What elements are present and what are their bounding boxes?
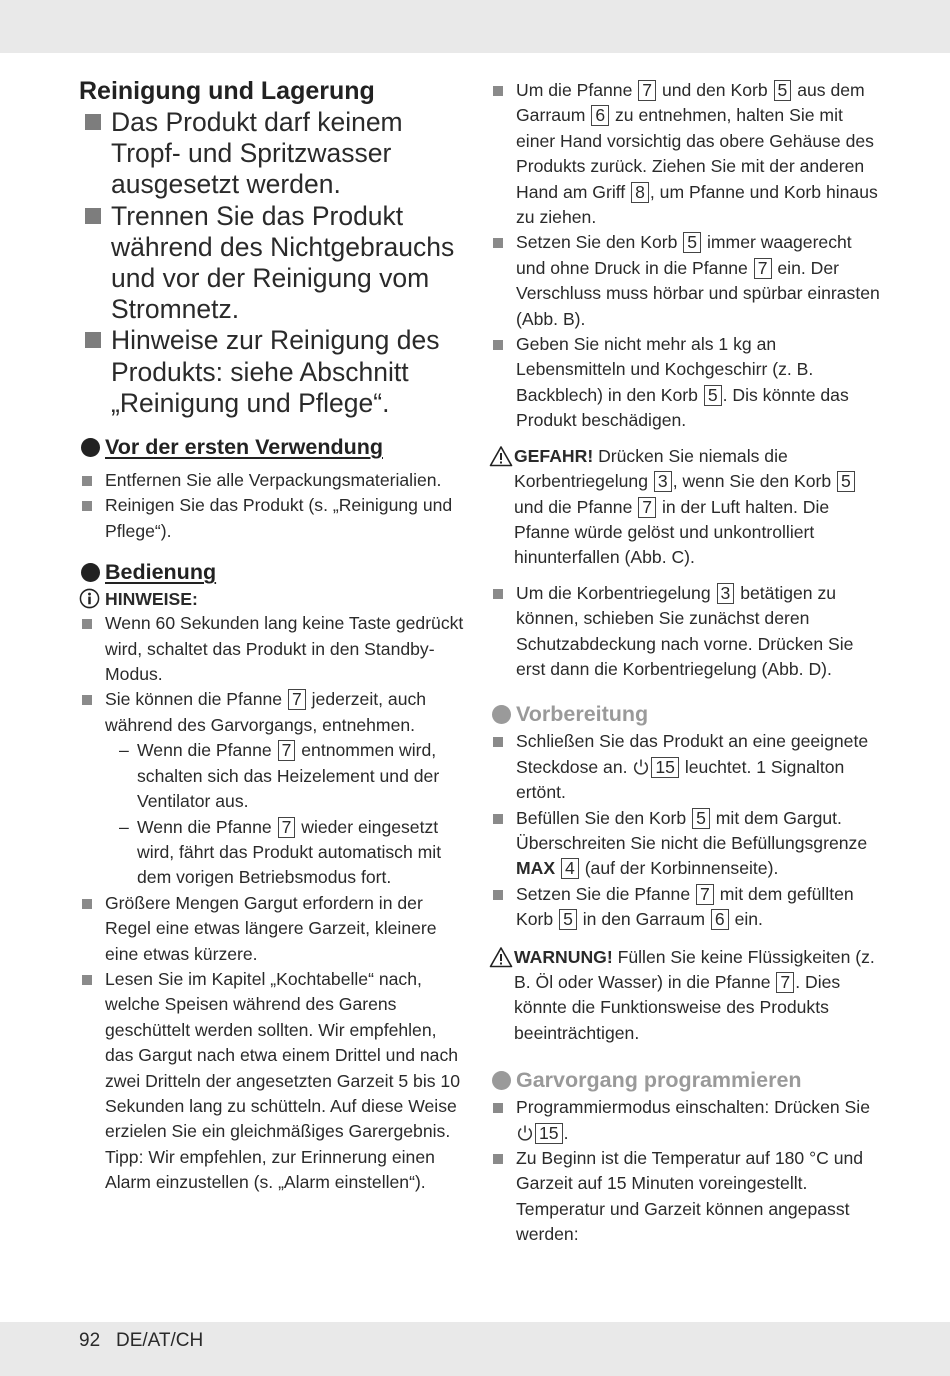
text-span: Hinweise zur Reinigung des Produkts: siehe Abschnitt „Reinigung und Pflege“. [111,325,440,418]
text-span: Füllen Sie keine Flüssigkeiten (z. B. Öl oder Wasser) in die Pfanne [514,946,875,992]
text-span: entnommen wird, schalten sich das Heizelement und der Ventilator aus. [137,740,440,812]
text-span: Schließen Sie das Produkt an eine geeignete Steckdose an. [516,731,869,777]
ref-number: 5 [559,909,577,930]
square-bullet-icon [493,1154,503,1164]
list-item [79,611,464,687]
text-span: Setzen Sie den Korb [516,232,678,253]
section-heading-preparation [490,702,882,727]
warning-triangle-icon [489,946,513,968]
list-item [79,891,464,967]
text-span: Programmiermodus einschalten: Drücken Sie [516,1097,870,1118]
bullet-dot-icon [81,563,100,582]
bullet-dot-icon [81,438,100,457]
text-span: Geben Sie nicht mehr als 1 kg an Lebensmitteln und Kochgeschirr (z. B. Backblech) in den Korb [516,334,814,405]
text-span: Zu Beginn ist die Temperatur auf 180 °C und Garzeit auf 15 Minuten voreingestellt. Temperatur und Garzeit können angepasst werden: [516,1148,864,1245]
ref-number: 7 [278,740,296,761]
square-bullet-icon [82,501,92,511]
square-bullet-icon [493,340,503,350]
text-span: Vor der ersten Verwendung [105,435,383,460]
page-region: DE/AT/CH [115,1330,204,1351]
list-item [79,325,464,419]
text-span: . Dies könnte die Funktionsweise des Produkts beeinträchtigen. [514,972,841,1043]
warning-triangle-icon [489,445,513,467]
header-bar [0,0,950,53]
ref-number: 7 [288,689,306,710]
sub-list-item: – Wenn die Pfanne 7 wieder eingesetzt wird, fährt das Produkt automatisch mit dem vorigen Betriebsmodus fort. [119,816,442,888]
warning-label: WARNUNG! [514,946,613,967]
text-span: , wenn Sie den Korb [672,471,832,492]
danger-notice [490,444,882,571]
text-span: ein. Der Verschluss muss hörbar und spürbar einrasten (Abb. B). [516,257,880,329]
list-item [79,493,464,544]
list-item [79,201,464,326]
sub-list-item: – Wenn die Pfanne 7 entnommen wird, schalten sich das Heizelement und der Ventilator aus. [119,740,440,812]
text-span: in den Garraum [582,909,705,930]
ref-number: 7 [696,884,714,905]
list-item [79,687,464,738]
square-bullet-icon [493,238,503,248]
notes-heading [79,587,464,611]
text-span: Befüllen Sie den Korb [516,807,687,828]
list-item [490,1095,882,1146]
ref-number: 3 [654,471,672,492]
ref-number: 5 [683,232,701,253]
text-span: in der Luft halten. Die Pfanne würde gelöst und unkontrolliert hinunterfallen (Abb. C). [514,496,830,568]
text-span: Um die Korbentriegelung [516,582,711,603]
text-span: Garvorgang programmieren [516,1068,802,1093]
ref-number: 7 [776,972,794,993]
ref-number: 5 [704,385,722,406]
max-label: MAX [516,858,556,879]
text-span: und die Pfanne [514,496,633,517]
text-span: betätigen zu können, schieben Sie zunächst deren Schutzabdeckung nach vorne. Drücken Sie erst dann die Korbentriegelung (Abb. D). [516,582,854,679]
text-span: immer waagerecht und ohne Druck in die Pfanne [516,232,852,278]
ref-number: 8 [631,182,649,203]
list-item [79,107,464,201]
square-bullet-icon [82,619,92,629]
list-item [490,78,882,230]
text-span: leuchtet. 1 Signalton ertönt. [516,756,845,803]
bullet-dot-icon [492,705,511,724]
text-span: ein. [734,909,763,930]
square-bullet-icon [85,114,101,130]
text-span: Drücken Sie niemals die Korbentriegelung [514,445,788,492]
info-icon [79,588,100,609]
cleaning-list [79,107,464,419]
square-bullet-icon [493,1103,503,1113]
square-bullet-icon [493,589,503,599]
ref-number: 5 [837,471,855,492]
list-item [490,230,882,332]
text-span: , um Pfanne und Korb hinaus zu ziehen. [516,181,878,228]
ref-number: 7 [278,817,296,838]
ref-number: 15 [651,757,679,778]
ref-number: 6 [711,909,729,930]
list-item [490,1146,882,1248]
ref-number: 6 [591,105,609,126]
text-span: jederzeit, auch während des Garvorgangs, entnehmen. [105,689,427,735]
ref-number: 5 [774,80,792,101]
list-item [79,967,464,1196]
ref-number: 7 [638,497,656,518]
square-bullet-icon [82,695,92,705]
text-span: (auf der Korbinnenseite). [584,858,779,879]
danger-label: GEFAHR! [514,445,594,466]
text-span: Wenn die Pfanne [137,816,272,837]
text-span: HINWEISE: [105,589,198,610]
bullet-dot-icon [492,1071,511,1090]
ref-number: 7 [638,80,656,101]
warning-notice [490,945,882,1047]
square-bullet-icon [82,975,92,985]
square-bullet-icon [493,86,503,96]
text-span: Das Produkt darf keinem Tropf- und Spritzwasser ausgesetzt werden. [111,107,403,200]
text-span: Sie können die Pfanne [105,689,283,710]
square-bullet-icon [493,737,503,747]
power-icon [632,758,650,776]
text-span: Bedienung [105,560,217,585]
text-span: Vorbereitung [516,702,649,727]
list-item [490,581,882,683]
text-span: Lesen Sie im Kapitel „Kochtabelle“ nach, welche Speisen während des Garens geschüttelt werden sollten. Wir empfehlen, das Gargut nach etwa einem Drittel und nach zwei Dritteln der angesetzten Garzeit 5 bis 10 Sekunden lang zu schütteln. Auf diese Weise erzielen Sie ein gleichmäßiges Garergebnis. Tipp: Wir empfehlen, zur Erinnerung einen Alarm einzustellen (s. „Alarm einstellen“). [105,968,460,1193]
ref-number: 15 [535,1123,563,1144]
list-item [490,806,882,882]
section-heading-operation [79,560,464,585]
text-span: Größere Mengen Gargut erfordern in der Regel eine etwas längere Garzeit, kleinere eine etwas kürzere. [105,892,437,964]
ref-number: 5 [692,808,710,829]
ref-number: 3 [717,583,735,604]
left-column [79,78,464,1196]
list-item [79,468,464,493]
right-column [490,78,882,1248]
list-item [490,729,882,805]
section-heading-cleaning: Reinigung und Lagerung [79,77,375,105]
page-number: 92 [79,1330,101,1351]
square-bullet-icon [85,332,101,348]
text-span: Entfernen Sie alle Verpackungsmaterialien. [105,470,442,491]
square-bullet-icon [493,814,503,824]
power-icon [516,1124,534,1142]
text-span: Um die Pfanne [516,80,633,100]
text-span: und den Korb [661,80,768,100]
text-span: mit dem Gargut. Überschreiten Sie nicht die Befüllungsgrenze [516,807,868,853]
list-item [490,882,882,933]
ref-number: 4 [561,858,579,879]
text-span: . Dis könnte das Produkt beschädigen. [516,384,849,431]
text-span: Wenn 60 Sekunden lang keine Taste gedrückt wird, schaltet das Produkt in den Standby-Modus. [105,613,464,685]
section-heading-first-use [79,435,464,460]
square-bullet-icon [493,890,503,900]
text-span: aus dem Garraum [516,80,865,126]
text-span: Reinigen Sie das Produkt (s. „Reinigung und Pflege“). [105,495,453,541]
section-heading-programming [490,1068,882,1093]
text-span: wieder eingesetzt wird, fährt das Produkt automatisch mit dem vorigen Betriebsmodus fort. [137,816,442,888]
page-footer [79,1330,203,1352]
square-bullet-icon [82,476,92,486]
text-span: Trennen Sie das Produkt während des Nichtgebrauchs und vor der Reinigung vom Stromnetz. [111,200,455,325]
text-span: Setzen Sie die Pfanne [516,883,691,904]
ref-number: 7 [754,258,772,279]
text-span: zu entnehmen, halten Sie mit einer Hand vorsichtig das obere Gehäuse des Produkts zurück. Ziehen Sie mit der anderen Hand am Griff [516,105,874,202]
square-bullet-icon [85,208,101,224]
text-span: mit dem gefüllten Korb [516,883,854,930]
list-item [490,332,882,434]
text-span: . [563,1122,569,1143]
square-bullet-icon [82,899,92,909]
text-span: Wenn die Pfanne [137,740,272,761]
